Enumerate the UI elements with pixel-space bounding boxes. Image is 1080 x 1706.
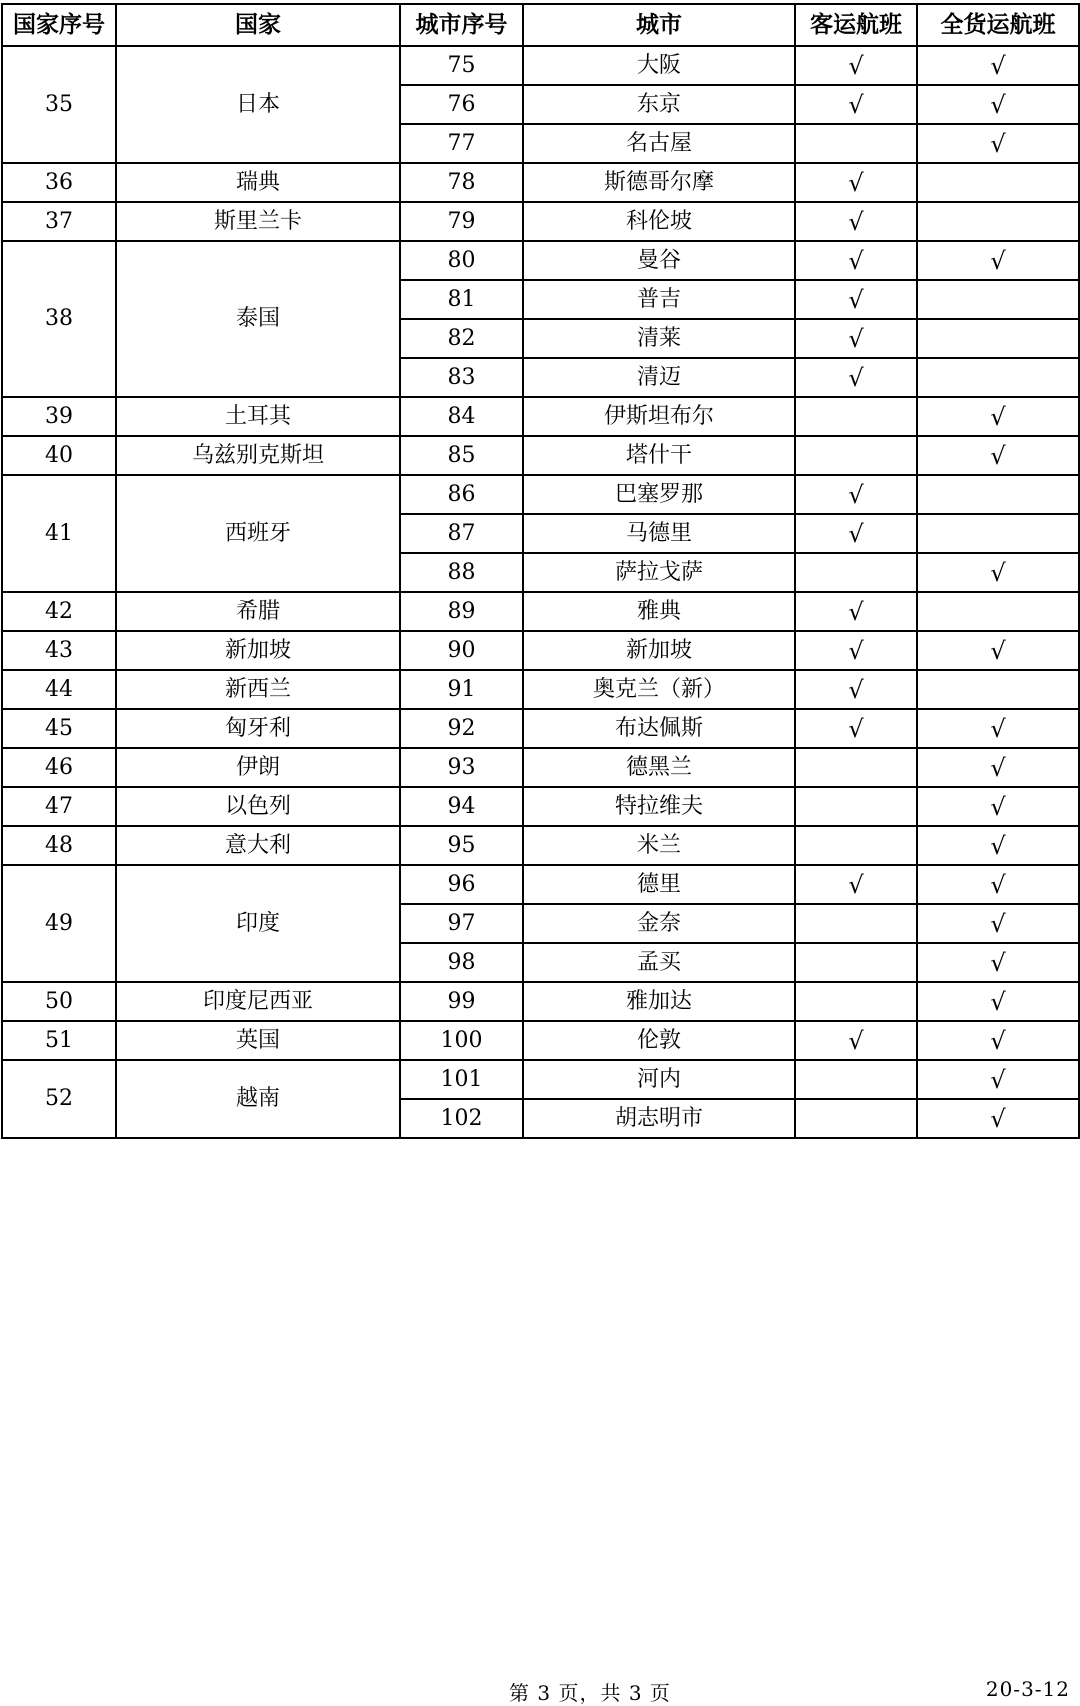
country-name-cell: 印度尼西亚 — [116, 982, 400, 1021]
city-name-cell: 曼谷 — [523, 241, 795, 280]
passenger-empty-cell — [795, 787, 917, 826]
header-passenger-flights: 客运航班 — [795, 4, 917, 46]
country-name-cell: 新西兰 — [116, 670, 400, 709]
passenger-check-mark: √ — [795, 46, 917, 85]
passenger-check-mark: √ — [795, 358, 917, 397]
table-row — [2, 163, 1079, 202]
passenger-empty-cell — [795, 826, 917, 865]
print-date: 20-3-12 — [985, 1677, 1070, 1701]
country-no-cell: 37 — [2, 202, 116, 241]
table-row — [2, 865, 1079, 904]
city-no-cell: 77 — [400, 124, 523, 163]
city-name-cell: 河内 — [523, 1060, 795, 1099]
country-no-cell: 40 — [2, 436, 116, 475]
table-row — [2, 202, 1079, 241]
country-no-cell: 42 — [2, 592, 116, 631]
passenger-empty-cell — [795, 553, 917, 592]
city-no-cell: 81 — [400, 280, 523, 319]
city-no-cell: 100 — [400, 1021, 523, 1060]
city-no-cell: 75 — [400, 46, 523, 85]
passenger-check-mark: √ — [795, 85, 917, 124]
country-no-cell: 49 — [2, 865, 116, 982]
passenger-check-mark: √ — [795, 280, 917, 319]
passenger-check-mark: √ — [795, 514, 917, 553]
passenger-empty-cell — [795, 982, 917, 1021]
table-row — [2, 1021, 1079, 1060]
cargo-check-mark: √ — [917, 943, 1079, 982]
table-row — [2, 436, 1079, 475]
city-no-cell: 86 — [400, 475, 523, 514]
city-no-cell: 95 — [400, 826, 523, 865]
cargo-empty-cell — [917, 202, 1079, 241]
city-name-cell: 新加坡 — [523, 631, 795, 670]
table-row — [2, 748, 1079, 787]
country-name-cell: 伊朗 — [116, 748, 400, 787]
city-name-cell: 米兰 — [523, 826, 795, 865]
cargo-check-mark: √ — [917, 787, 1079, 826]
city-no-cell: 99 — [400, 982, 523, 1021]
table-row — [2, 1060, 1079, 1099]
table-row — [2, 982, 1079, 1021]
country-no-cell: 48 — [2, 826, 116, 865]
country-name-cell: 西班牙 — [116, 475, 400, 592]
cargo-empty-cell — [917, 163, 1079, 202]
cargo-empty-cell — [917, 514, 1079, 553]
cargo-check-mark: √ — [917, 1060, 1079, 1099]
cargo-empty-cell — [917, 670, 1079, 709]
header-city-no: 城市序号 — [400, 4, 523, 46]
passenger-check-mark: √ — [795, 670, 917, 709]
passenger-empty-cell — [795, 904, 917, 943]
table-row — [2, 670, 1079, 709]
city-no-cell: 76 — [400, 85, 523, 124]
country-name-cell: 意大利 — [116, 826, 400, 865]
cargo-check-mark: √ — [917, 865, 1079, 904]
passenger-empty-cell — [795, 1060, 917, 1099]
city-name-cell: 特拉维夫 — [523, 787, 795, 826]
cargo-check-mark: √ — [917, 241, 1079, 280]
city-no-cell: 80 — [400, 241, 523, 280]
cargo-check-mark: √ — [917, 85, 1079, 124]
table-header-row — [2, 4, 1079, 46]
country-no-cell: 47 — [2, 787, 116, 826]
city-name-cell: 清莱 — [523, 319, 795, 358]
city-no-cell: 88 — [400, 553, 523, 592]
country-name-cell: 新加坡 — [116, 631, 400, 670]
table-row — [2, 709, 1079, 748]
country-name-cell: 希腊 — [116, 592, 400, 631]
city-flights-table — [1, 3, 1080, 1139]
table-row — [2, 46, 1079, 85]
cargo-check-mark: √ — [917, 46, 1079, 85]
city-name-cell: 德黑兰 — [523, 748, 795, 787]
page-number: 第 3 页，共 3 页 — [509, 1681, 671, 1705]
country-name-cell: 英国 — [116, 1021, 400, 1060]
city-no-cell: 85 — [400, 436, 523, 475]
country-no-cell: 43 — [2, 631, 116, 670]
table-row — [2, 475, 1079, 514]
city-name-cell: 萨拉戈萨 — [523, 553, 795, 592]
cargo-check-mark: √ — [917, 436, 1079, 475]
cargo-check-mark: √ — [917, 124, 1079, 163]
country-no-cell: 51 — [2, 1021, 116, 1060]
table-row — [2, 241, 1079, 280]
passenger-check-mark: √ — [795, 163, 917, 202]
cargo-check-mark: √ — [917, 553, 1079, 592]
country-no-cell: 38 — [2, 241, 116, 397]
city-no-cell: 79 — [400, 202, 523, 241]
city-name-cell: 马德里 — [523, 514, 795, 553]
table-row — [2, 592, 1079, 631]
table-row — [2, 826, 1079, 865]
city-name-cell: 伊斯坦布尔 — [523, 397, 795, 436]
city-no-cell: 93 — [400, 748, 523, 787]
cargo-check-mark: √ — [917, 982, 1079, 1021]
city-name-cell: 伦敦 — [523, 1021, 795, 1060]
city-name-cell: 布达佩斯 — [523, 709, 795, 748]
city-no-cell: 82 — [400, 319, 523, 358]
country-name-cell: 斯里兰卡 — [116, 202, 400, 241]
header-city: 城市 — [523, 4, 795, 46]
city-no-cell: 97 — [400, 904, 523, 943]
country-no-cell: 44 — [2, 670, 116, 709]
cargo-check-mark: √ — [917, 748, 1079, 787]
header-cargo-flights: 全货运航班 — [917, 4, 1079, 46]
cargo-check-mark: √ — [917, 826, 1079, 865]
passenger-check-mark: √ — [795, 865, 917, 904]
cargo-empty-cell — [917, 592, 1079, 631]
cargo-check-mark: √ — [917, 904, 1079, 943]
city-name-cell: 胡志明市 — [523, 1099, 795, 1138]
city-no-cell: 92 — [400, 709, 523, 748]
cargo-check-mark: √ — [917, 1021, 1079, 1060]
cargo-empty-cell — [917, 475, 1079, 514]
cargo-check-mark: √ — [917, 709, 1079, 748]
city-name-cell: 东京 — [523, 85, 795, 124]
city-name-cell: 奥克兰（新） — [523, 670, 795, 709]
header-country-no: 国家序号 — [2, 4, 116, 46]
passenger-empty-cell — [795, 748, 917, 787]
city-no-cell: 91 — [400, 670, 523, 709]
country-name-cell: 日本 — [116, 46, 400, 163]
header-country: 国家 — [116, 4, 400, 46]
country-no-cell: 45 — [2, 709, 116, 748]
city-no-cell: 94 — [400, 787, 523, 826]
country-name-cell: 土耳其 — [116, 397, 400, 436]
passenger-empty-cell — [795, 1099, 917, 1138]
cargo-check-mark: √ — [917, 397, 1079, 436]
passenger-empty-cell — [795, 124, 917, 163]
passenger-empty-cell — [795, 943, 917, 982]
city-name-cell: 科伦坡 — [523, 202, 795, 241]
country-name-cell: 印度 — [116, 865, 400, 982]
city-no-cell: 90 — [400, 631, 523, 670]
country-name-cell: 泰国 — [116, 241, 400, 397]
country-name-cell: 乌兹别克斯坦 — [116, 436, 400, 475]
city-no-cell: 89 — [400, 592, 523, 631]
country-no-cell: 35 — [2, 46, 116, 163]
country-no-cell: 46 — [2, 748, 116, 787]
city-name-cell: 清迈 — [523, 358, 795, 397]
cargo-empty-cell — [917, 319, 1079, 358]
country-no-cell: 36 — [2, 163, 116, 202]
passenger-check-mark: √ — [795, 592, 917, 631]
passenger-check-mark: √ — [795, 1021, 917, 1060]
city-name-cell: 雅典 — [523, 592, 795, 631]
passenger-check-mark: √ — [795, 241, 917, 280]
city-name-cell: 名古屋 — [523, 124, 795, 163]
city-no-cell: 96 — [400, 865, 523, 904]
city-name-cell: 金奈 — [523, 904, 795, 943]
passenger-empty-cell — [795, 397, 917, 436]
passenger-check-mark: √ — [795, 202, 917, 241]
city-no-cell: 98 — [400, 943, 523, 982]
city-name-cell: 孟买 — [523, 943, 795, 982]
table-row — [2, 631, 1079, 670]
country-name-cell: 以色列 — [116, 787, 400, 826]
city-no-cell: 102 — [400, 1099, 523, 1138]
country-no-cell: 52 — [2, 1060, 116, 1138]
city-name-cell: 巴塞罗那 — [523, 475, 795, 514]
cargo-empty-cell — [917, 280, 1079, 319]
country-no-cell: 41 — [2, 475, 116, 592]
country-name-cell: 瑞典 — [116, 163, 400, 202]
cargo-check-mark: √ — [917, 1099, 1079, 1138]
city-name-cell: 塔什干 — [523, 436, 795, 475]
city-name-cell: 德里 — [523, 865, 795, 904]
city-no-cell: 78 — [400, 163, 523, 202]
city-name-cell: 普吉 — [523, 280, 795, 319]
city-no-cell: 84 — [400, 397, 523, 436]
city-no-cell: 83 — [400, 358, 523, 397]
country-name-cell: 匈牙利 — [116, 709, 400, 748]
passenger-check-mark: √ — [795, 319, 917, 358]
country-no-cell: 39 — [2, 397, 116, 436]
city-no-cell: 101 — [400, 1060, 523, 1099]
cargo-empty-cell — [917, 358, 1079, 397]
city-name-cell: 雅加达 — [523, 982, 795, 1021]
table-body — [2, 46, 1079, 1138]
passenger-check-mark: √ — [795, 475, 917, 514]
city-name-cell: 斯德哥尔摩 — [523, 163, 795, 202]
cargo-check-mark: √ — [917, 631, 1079, 670]
passenger-check-mark: √ — [795, 631, 917, 670]
country-no-cell: 50 — [2, 982, 116, 1021]
country-name-cell: 越南 — [116, 1060, 400, 1138]
table-row — [2, 787, 1079, 826]
city-name-cell: 大阪 — [523, 46, 795, 85]
passenger-check-mark: √ — [795, 709, 917, 748]
city-no-cell: 87 — [400, 514, 523, 553]
table-row — [2, 397, 1079, 436]
passenger-empty-cell — [795, 436, 917, 475]
